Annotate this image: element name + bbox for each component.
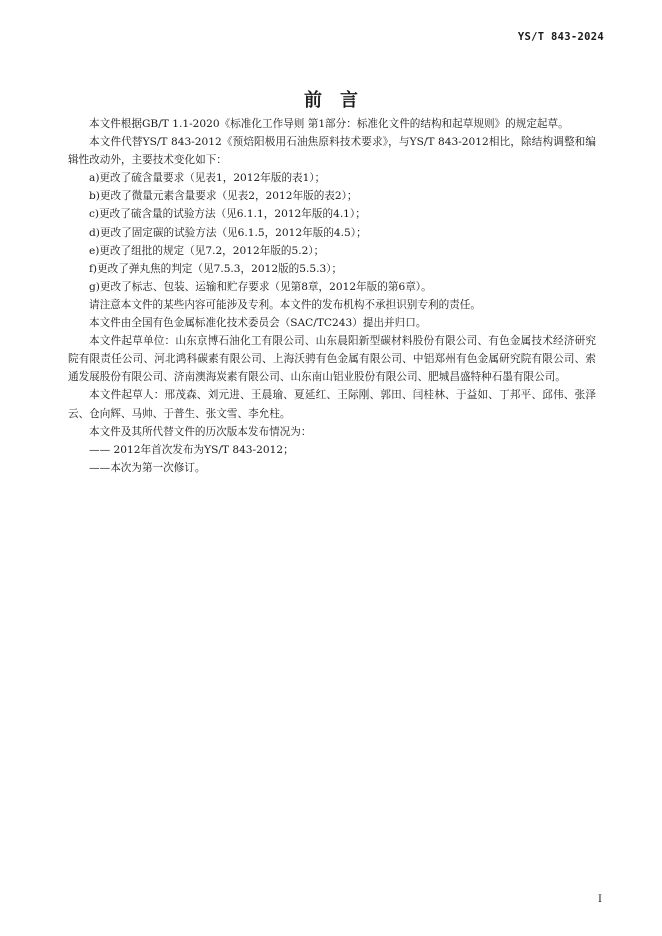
paragraph-drafters: 本文件起草人：邢茂森、刘元进、王晨瑜、夏延红、王际刚、郭田、闫桂林、于益如、丁邦平、邱伟、张泽云、仓向辉、马帅、于普生、张文雪、李允柱。 — [68, 389, 596, 420]
list-item: b)更改了微量元素含量要求（见表2，2012年版的表2）； — [89, 190, 358, 203]
list-item: f)更改了弹丸焦的判定（见7.5.3，2012版的5.5.3）； — [89, 262, 343, 275]
history-item: ——本次为第一次修订。 — [89, 461, 206, 474]
list-item: c)更改了硫含量的试验方法（见6.1.1，2012年版的4.1）； — [89, 208, 366, 221]
paragraph-drafting-units: 本文件起草单位：山东京博石油化工有限公司、山东晨阳新型碳材料股份有限公司、有色金属技术经济研究院有限责任公司、河北鸿科碳素有限公司、上海沃骋有色金属有限公司、中铝郑州有色金属研究院有限公司、索通发展股份有限公司、济南澳海炭素有限公司、山东南山铝业股份有限公司、肥城昌盛特种石墨有限公司。 — [68, 335, 596, 384]
page-title: 前言 — [304, 90, 376, 111]
list-item: d)更改了固定碳的试验方法（见6.1.5，2012年版的4.5）； — [89, 226, 367, 239]
list-item: g)更改了标志、包装、运输和贮存要求（见第8章，2012年版的第6章）。 — [89, 280, 432, 293]
document-code: YS/T 843-2024 — [517, 31, 604, 43]
paragraph-replacement: 本文件代替YS/T 843-2012《预焙阳极用石油焦原料技术要求》，与YS/T 843-2012相比，除结构调整和编辑性改动外，主要技术变化如下： — [68, 136, 596, 167]
document-body — [68, 115, 596, 477]
paragraph-history-intro: 本文件及其所代替文件的历次版本发布情况为： — [89, 425, 312, 438]
paragraph-patent-notice: 请注意本文件的某些内容可能涉及专利。本文件的发布机构不承担识别专利的责任。 — [89, 298, 481, 311]
paragraph-committee: 本文件由全国有色金属标准化技术委员会（SAC/TC243）提出并归口。 — [89, 317, 427, 330]
list-item: a)更改了硫含量要求（见表1，2012年版的表1）； — [89, 172, 326, 185]
history-item: —— 2012年首次发布为YS/T 843-2012； — [89, 443, 294, 456]
list-item: e)更改了组批的规定（见7.2，2012年版的5.2）； — [89, 244, 325, 257]
page-number: I — [598, 894, 602, 905]
paragraph-drafting-basis: 本文件根据GB/T 1.1-2020《标准化工作导则 第1部分：标准化文件的结构和起草规则》的规定起草。 — [89, 118, 569, 130]
